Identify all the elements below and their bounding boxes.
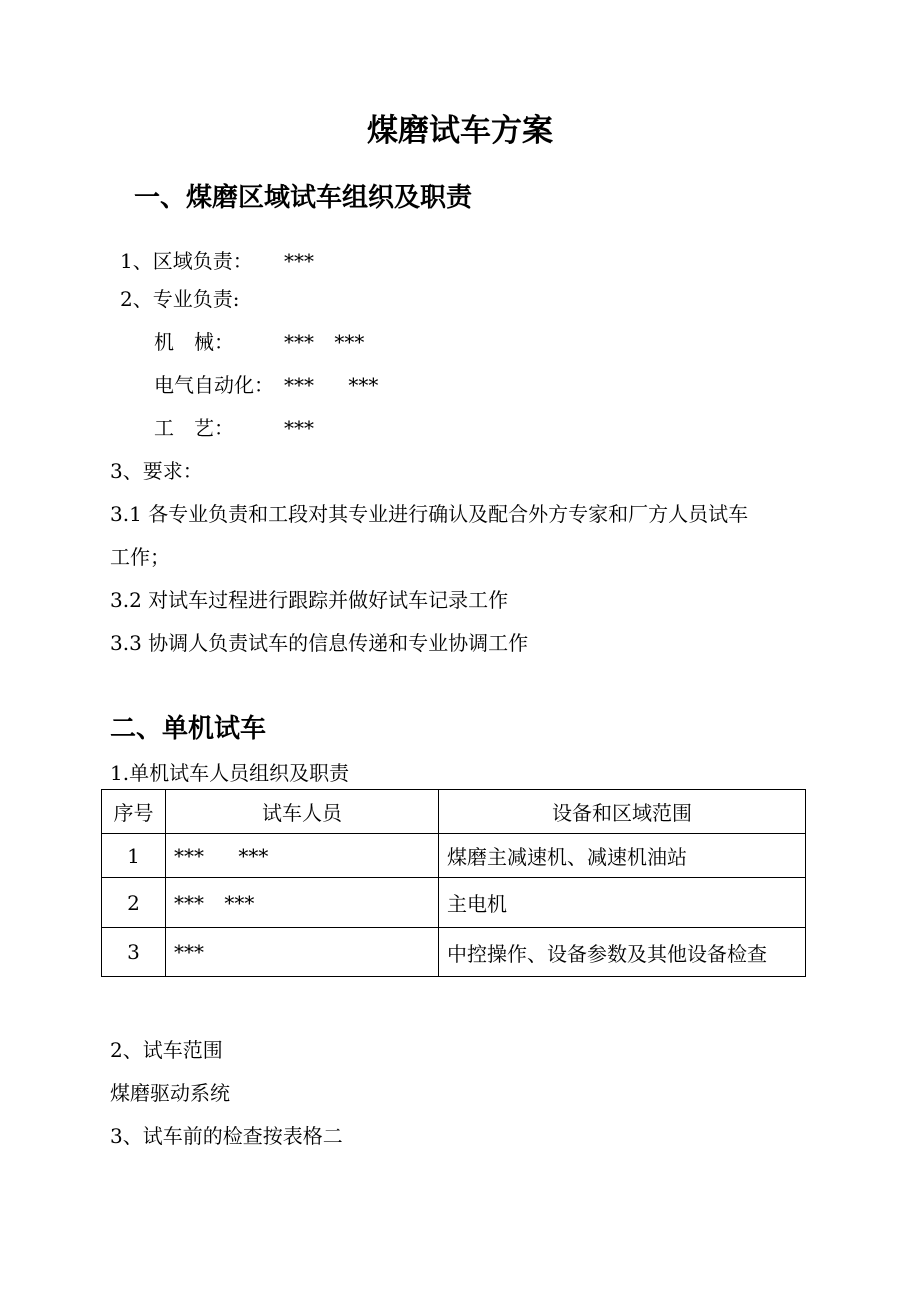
row-staff: *** *** (166, 878, 439, 928)
section2-heading: 二、单机试车 (110, 714, 267, 744)
requirement-3-1-line2: 工作； (110, 545, 170, 569)
document-title: 煤磨试车方案 (367, 113, 553, 149)
row-staff: *** *** (166, 834, 439, 878)
row-area: 主电机 (439, 878, 806, 928)
staff-table (101, 789, 806, 977)
scope-value: 煤磨驱动系统 (110, 1081, 230, 1105)
requirement-3-2: 3.2 对试车过程进行跟踪并做好试车记录工作 (110, 588, 509, 612)
table-caption: 1.单机试车人员组织及职责 (110, 761, 350, 785)
area-lead-value: *** (284, 249, 314, 273)
area-lead-label: 1、区域负责： (120, 249, 253, 273)
header-staff: 试车人员 (166, 790, 439, 834)
requirement-3-3: 3.3 协调人负责试车的信息传递和专业协调工作 (110, 631, 529, 655)
mechanical-value: *** *** (284, 330, 365, 354)
electrical-value: *** *** (284, 373, 379, 397)
row-area: 中控操作、设备参数及其他设备检查 (439, 928, 806, 977)
header-area: 设备和区域范围 (439, 790, 806, 834)
requirement-3-1-line1: 3.1 各专业负责和工段对其专业进行确认及配合外方专家和厂方人员试车 (110, 502, 749, 526)
table-row (102, 878, 806, 928)
electrical-label: 电气自动化： (154, 373, 274, 397)
row-area: 煤磨主减速机、减速机油站 (439, 834, 806, 878)
row-num: 3 (102, 928, 166, 977)
table-row (102, 928, 806, 977)
process-value: *** (284, 416, 314, 440)
table-header-row (102, 790, 806, 834)
scope-label: 2、试车范围 (110, 1038, 223, 1062)
requirements-label: 3、要求： (110, 459, 203, 483)
process-label: 工 艺： (154, 416, 234, 440)
mechanical-label: 机 械： (154, 330, 234, 354)
section1-heading: 一、煤磨区域试车组织及职责 (134, 183, 473, 213)
row-staff: *** (166, 928, 439, 977)
table-row (102, 834, 806, 878)
row-num: 2 (102, 878, 166, 928)
header-num: 序号 (102, 790, 166, 834)
discipline-label: 2、专业负责: (120, 287, 240, 311)
precheck-text: 3、试车前的检查按表格二 (110, 1124, 343, 1148)
row-num: 1 (102, 834, 166, 878)
